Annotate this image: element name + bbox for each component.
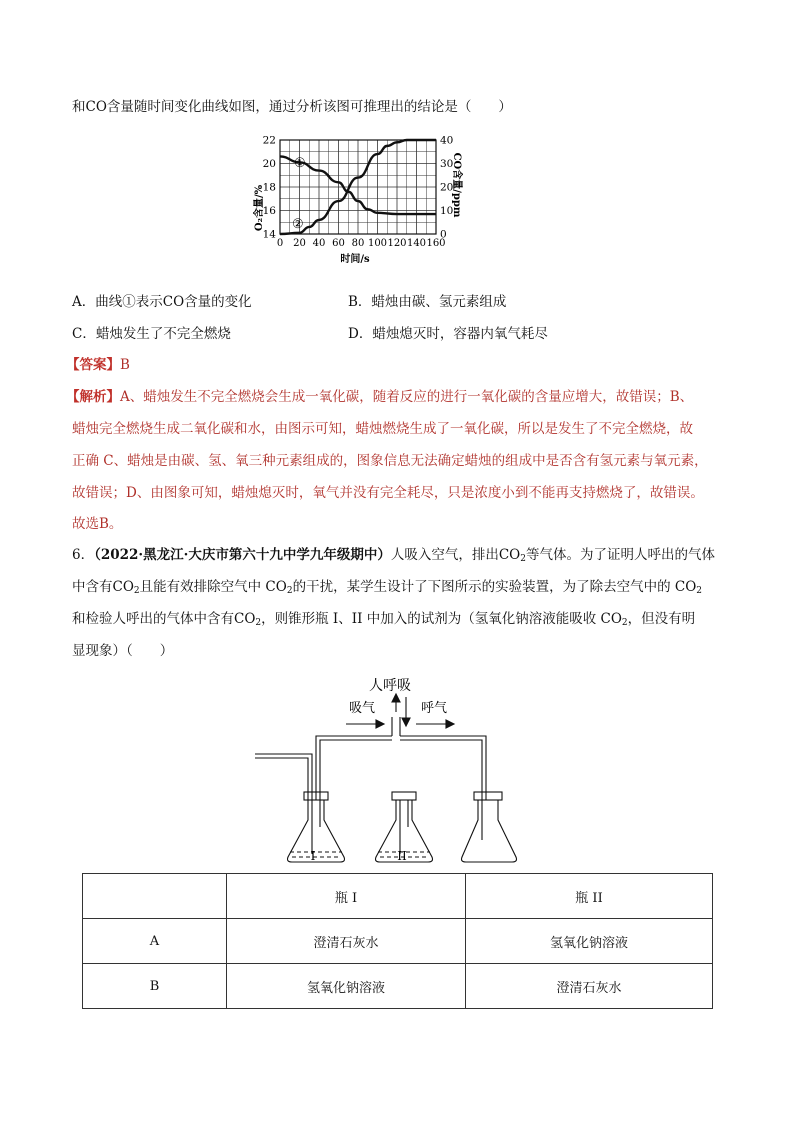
q6-sub-3a: 2 (255, 618, 262, 628)
q6-text-3b: ，则锥形瓶 I、II 中加入的试剂为（氢氧化钠溶液能吸收 CO (261, 611, 622, 627)
y2-tick-label: 10 (440, 205, 454, 217)
reagent-table (82, 873, 713, 1009)
curve-1-label: ① (294, 156, 306, 171)
q6-line-3 (72, 607, 695, 628)
option-b[interactable]: B．蜡烛由碳、氢元素组成 (348, 294, 507, 310)
flask-2-label: II (397, 849, 407, 863)
y2-tick-label: 40 (440, 134, 454, 147)
x-tick-label: 20 (293, 238, 306, 249)
inhale-label: 吸气 (348, 701, 376, 716)
q6-line-4: 显现象）（ ） (72, 643, 174, 659)
y-tick-label: 18 (262, 181, 276, 194)
q6-text-2c: 的干扰，某学生设计了下图所示的实验装置，为了除去空气中的 CO (292, 579, 697, 595)
q6-text-2a: 中含有CO (72, 579, 134, 595)
q6-text-1a: 人吸入空气，排出CO (390, 547, 521, 563)
analysis-line-5: 故选B。 (72, 516, 123, 532)
table-cell: B (83, 964, 227, 1009)
q6-sub-2a: 2 (133, 586, 140, 596)
answer-value: B (120, 357, 130, 373)
table-cell: 氢氧化钠溶液 (227, 964, 466, 1009)
y2-tick-label: 20 (440, 181, 454, 194)
right-axis-label: CO含量/ppm (451, 152, 462, 218)
y2-tick-label: 0 (440, 228, 447, 241)
x-tick-label: 80 (351, 238, 365, 249)
analysis-line-4: 故错误；D、由图象可知，蜡烛熄灭时，氧气并没有完全耗尽，只是浓度小到不能再支持燃烧了，故错误。 (72, 485, 704, 501)
table-cell (83, 874, 227, 919)
y2-tick-label: 30 (440, 158, 454, 170)
q6-line-1 (72, 543, 715, 564)
analysis-line-3: 正确 C、蜡烛是由碳、氢、氧三种元素组成的，图象信息无法确定蜡烛的组成中是否含有氢元素与氧元素， (72, 453, 708, 469)
q6-sub-1: 2 (520, 554, 526, 564)
x-tick-label: 120 (387, 238, 407, 249)
q6-line-2 (72, 575, 702, 596)
apparatus-diagram (250, 672, 550, 872)
q6-text-2b: 且能有效排除空气中 CO (139, 579, 287, 595)
analysis-label: 【解析】 (66, 389, 120, 405)
x-ticks (277, 238, 446, 249)
answer (66, 353, 130, 373)
y-tick-label: 16 (262, 205, 276, 217)
analysis-line-2: 蜡烛完全燃烧生成二氧化碳和水，由图示可知，蜡烛燃烧生成了一氧化碳，所以是发生了不完全燃烧，故 (72, 421, 693, 437)
x-tick-label: 60 (332, 238, 345, 249)
answer-label: 【答案】 (66, 357, 120, 373)
q6-source: （2022·黑龙江·大庆市第六十九中学九年级期中） (94, 547, 391, 563)
x-tick-label: 140 (406, 238, 427, 249)
intro-line: 和CO含量随时间变化曲线如图，通过分析该图可推理出的结论是（ ） (72, 99, 512, 115)
q6-number: 6． (72, 547, 95, 563)
curve-2-label: ② (292, 217, 304, 232)
x-tick-label: 100 (367, 238, 388, 249)
x-tick-label: 160 (426, 238, 446, 249)
y-tick-label: 14 (262, 228, 276, 241)
left-axis-label: O₂含量/% (254, 184, 265, 232)
option-d[interactable]: D．蜡烛熄灭时，容器内氧气耗尽 (348, 326, 548, 342)
table-cell: 氢氧化钠溶液 (466, 919, 713, 964)
x-axis-label: 时间/s (340, 254, 370, 265)
q6-text-3a: 和检验人呼出的气体中含有CO (72, 611, 256, 627)
q6-sub-2b: 2 (286, 586, 293, 596)
analysis-text-1: A、蜡烛发生不完全燃烧会生成一氧化碳，随着反应的进行一氧化碳的含量应增大，故错误；B、 (120, 389, 694, 405)
q6-text-3c: ，但没有明 (627, 611, 696, 627)
o2-co-chart (240, 130, 500, 265)
table-cell: 澄清石灰水 (466, 964, 713, 1009)
table-cell: 瓶 II (466, 874, 713, 919)
table-cell: 瓶 I (227, 874, 466, 919)
x-tick-label: 0 (276, 238, 284, 249)
exhale-label: 呼气 (420, 701, 448, 716)
table-cell: A (83, 919, 227, 964)
x-tick-label: 40 (312, 238, 326, 249)
table-cell: 澄清石灰水 (227, 919, 466, 964)
y-tick-label: 22 (262, 134, 276, 147)
apparatus-title: 人呼吸 (369, 678, 411, 694)
flask-1-label: I (310, 849, 316, 863)
option-a[interactable]: A．曲线①表示CO含量的变化 (72, 294, 252, 310)
option-c[interactable]: C．蜡烛发生了不完全燃烧 (72, 326, 231, 342)
q6-sub-2c: 2 (696, 586, 702, 596)
table-row (83, 919, 713, 964)
table-header-row (83, 874, 713, 919)
analysis-line-1 (66, 385, 693, 405)
table-row (83, 964, 713, 1009)
y-tick-label: 20 (262, 158, 276, 170)
q6-sub-3b: 2 (621, 618, 628, 628)
q6-text-1b: 等气体。为了证明人呼出的气体 (525, 547, 715, 563)
